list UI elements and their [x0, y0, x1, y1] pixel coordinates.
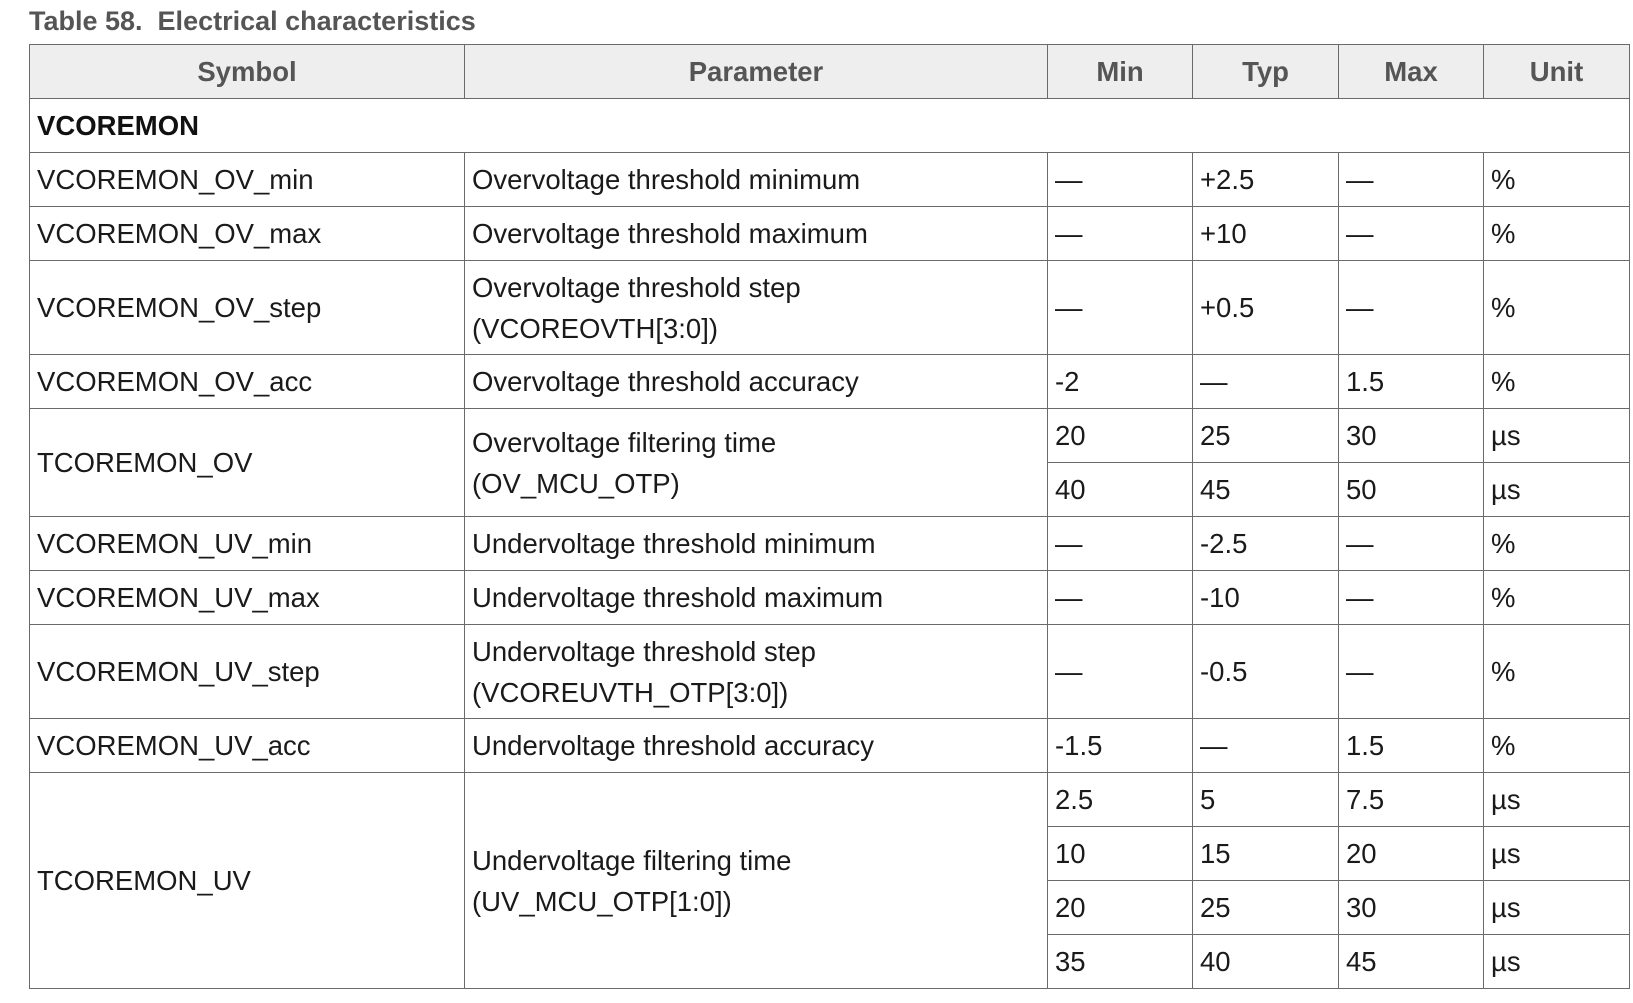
cell-max: — — [1339, 207, 1484, 261]
cell-parameter: Undervoltage threshold maximum — [465, 571, 1048, 625]
cell-max: 1.5 — [1339, 355, 1484, 409]
cell-typ: 5 — [1193, 773, 1339, 827]
cell-max: 45 — [1339, 935, 1484, 989]
cell-unit: % — [1484, 261, 1630, 355]
cell-parameter — [465, 409, 1048, 517]
cell-typ: +2.5 — [1193, 153, 1339, 207]
table-caption: Table 58. Electrical characteristics — [29, 6, 476, 36]
cell-parameter — [465, 773, 1048, 989]
cell-min: 10 — [1048, 827, 1193, 881]
table-row — [30, 625, 1630, 719]
cell-unit: % — [1484, 571, 1630, 625]
cell-symbol: VCOREMON_OV_acc — [30, 355, 465, 409]
header-parameter: Parameter — [465, 45, 1048, 99]
cell-unit: µs — [1484, 409, 1630, 463]
cell-typ: 25 — [1193, 409, 1339, 463]
cell-max: — — [1339, 625, 1484, 719]
cell-min: 35 — [1048, 935, 1193, 989]
cell-min: 2.5 — [1048, 773, 1193, 827]
cell-max: 1.5 — [1339, 719, 1484, 773]
header-max: Max — [1339, 45, 1484, 99]
header-unit: Unit — [1484, 45, 1630, 99]
cell-symbol: VCOREMON_OV_min — [30, 153, 465, 207]
parameter-line-1: Undervoltage threshold step — [472, 635, 816, 667]
cell-min: -1.5 — [1048, 719, 1193, 773]
section-title: VCOREMON — [30, 99, 1630, 153]
cell-typ: — — [1193, 719, 1339, 773]
parameter-line-1: Overvoltage filtering time — [472, 426, 777, 458]
table-row — [30, 261, 1630, 355]
parameter-line-1: Undervoltage filtering time — [472, 844, 792, 876]
cell-unit: µs — [1484, 827, 1630, 881]
cell-symbol: VCOREMON_OV_step — [30, 261, 465, 355]
cell-typ: 25 — [1193, 881, 1339, 935]
cell-symbol: VCOREMON_UV_min — [30, 517, 465, 571]
cell-min: — — [1048, 517, 1193, 571]
electrical-characteristics-table — [29, 44, 1630, 989]
parameter-line-2: (UV_MCU_OTP[1:0]) — [472, 885, 732, 917]
cell-parameter: Undervoltage threshold accuracy — [465, 719, 1048, 773]
cell-max: — — [1339, 261, 1484, 355]
cell-max: — — [1339, 153, 1484, 207]
cell-symbol: VCOREMON_UV_step — [30, 625, 465, 719]
table-row — [30, 517, 1630, 571]
cell-min: — — [1048, 571, 1193, 625]
cell-min: — — [1048, 207, 1193, 261]
cell-typ: — — [1193, 355, 1339, 409]
table-row — [30, 355, 1630, 409]
cell-parameter — [465, 625, 1048, 719]
table-row — [30, 409, 1630, 463]
cell-parameter — [465, 261, 1048, 355]
cell-max: 30 — [1339, 881, 1484, 935]
cell-unit: % — [1484, 207, 1630, 261]
header-typ: Typ — [1193, 45, 1339, 99]
cell-min: 20 — [1048, 881, 1193, 935]
cell-parameter: Overvoltage threshold maximum — [465, 207, 1048, 261]
parameter-line-2: (VCOREOVTH[3:0]) — [472, 312, 719, 344]
cell-typ: 15 — [1193, 827, 1339, 881]
cell-symbol: TCOREMON_UV — [30, 773, 465, 989]
table-row — [30, 773, 1630, 827]
header-symbol: Symbol — [30, 45, 465, 99]
parameter-line-2: (VCOREUVTH_OTP[3:0]) — [472, 676, 789, 708]
cell-max: 50 — [1339, 463, 1484, 517]
table-row — [30, 571, 1630, 625]
cell-symbol: VCOREMON_UV_acc — [30, 719, 465, 773]
section-row — [30, 99, 1630, 153]
cell-typ: +0.5 — [1193, 261, 1339, 355]
cell-min: -2 — [1048, 355, 1193, 409]
cell-max: — — [1339, 517, 1484, 571]
cell-unit: % — [1484, 625, 1630, 719]
parameter-line-2: (OV_MCU_OTP) — [472, 467, 680, 499]
cell-min: 20 — [1048, 409, 1193, 463]
cell-symbol: VCOREMON_OV_max — [30, 207, 465, 261]
cell-unit: % — [1484, 355, 1630, 409]
cell-typ: -0.5 — [1193, 625, 1339, 719]
cell-typ: -10 — [1193, 571, 1339, 625]
header-min: Min — [1048, 45, 1193, 99]
cell-unit: µs — [1484, 935, 1630, 989]
cell-max: 20 — [1339, 827, 1484, 881]
cell-max: 30 — [1339, 409, 1484, 463]
cell-symbol: TCOREMON_OV — [30, 409, 465, 517]
cell-min: — — [1048, 261, 1193, 355]
cell-parameter: Overvoltage threshold minimum — [465, 153, 1048, 207]
cell-parameter: Overvoltage threshold accuracy — [465, 355, 1048, 409]
table-row — [30, 207, 1630, 261]
cell-unit: % — [1484, 719, 1630, 773]
cell-max: 7.5 — [1339, 773, 1484, 827]
cell-unit: % — [1484, 153, 1630, 207]
cell-parameter: Undervoltage threshold minimum — [465, 517, 1048, 571]
cell-typ: 40 — [1193, 935, 1339, 989]
cell-min: — — [1048, 153, 1193, 207]
cell-min: 40 — [1048, 463, 1193, 517]
cell-unit: µs — [1484, 773, 1630, 827]
table-row — [30, 719, 1630, 773]
cell-unit: % — [1484, 517, 1630, 571]
table-row — [30, 153, 1630, 207]
cell-min: — — [1048, 625, 1193, 719]
header-row — [30, 45, 1630, 99]
cell-typ: 45 — [1193, 463, 1339, 517]
cell-max: — — [1339, 571, 1484, 625]
cell-typ: -2.5 — [1193, 517, 1339, 571]
parameter-line-1: Overvoltage threshold step — [472, 271, 801, 303]
cell-symbol: VCOREMON_UV_max — [30, 571, 465, 625]
cell-unit: µs — [1484, 881, 1630, 935]
cell-unit: µs — [1484, 463, 1630, 517]
cell-typ: +10 — [1193, 207, 1339, 261]
